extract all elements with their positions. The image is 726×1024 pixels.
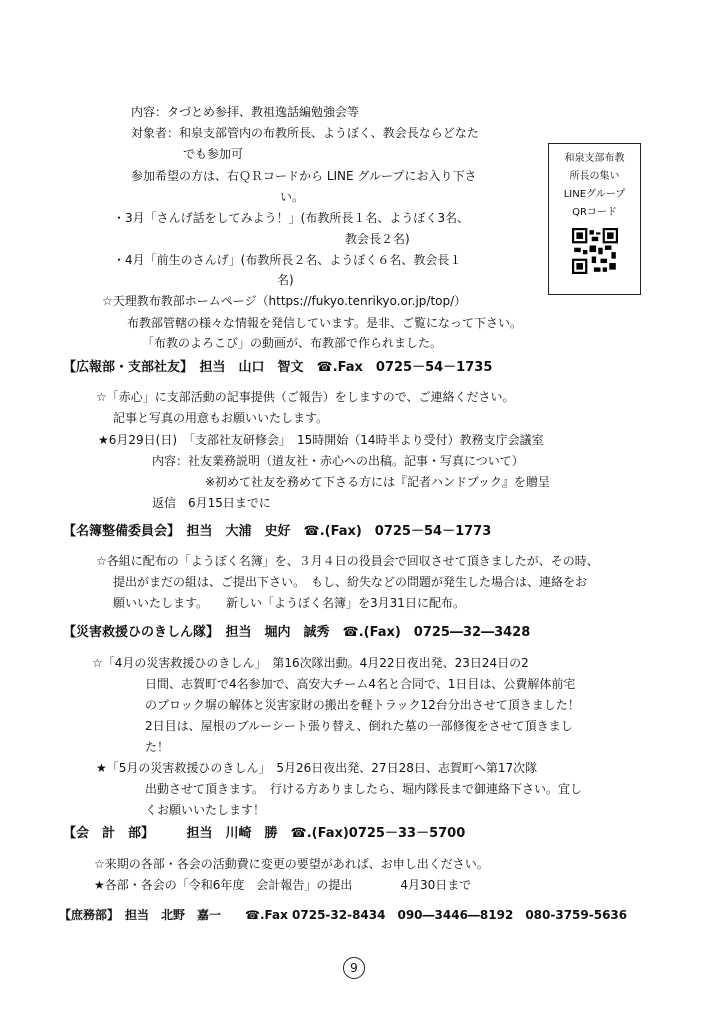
content-line: 内容：タづとめ参拝、教祖逸話編勉強会等: [131, 105, 360, 119]
saigai-line: 2日目は、屋根のブルーシート張り替え、倒れた墓の一部修復をさせて頂きまし: [145, 719, 573, 733]
qr-label-1: 和泉支部布教: [564, 153, 625, 164]
march-line: ・3月「さんげ話をしてみよう！」(布教所長１名、ようぼく3名、: [113, 211, 469, 225]
kouho-line: 記事と写真の用意もお願いいたします。: [113, 411, 329, 425]
kouho-header: 【広報部・支部社友】 担当 山口 智文 ☎.Fax 0725－54－1735: [63, 360, 493, 375]
page-number: 9: [343, 957, 365, 979]
shomu-header: 【庶務部】 担当 北野 嘉一 ☎.Fax 0725-32-8434 090―3446―8192 080-3759-5636: [59, 908, 628, 922]
saigai-line: ☆「4月の災害救援ひのきしん」 第16次隊出動。4月22日夜出発、23日24日の2: [92, 656, 529, 670]
target-line: 対象者：和泉支部管内の布教所長、ようぼく、教会長ならどなた: [131, 126, 479, 140]
qr-label-2: 所長の集い: [569, 171, 620, 182]
april-line: ・4月「前生のさんげ」(布教所長２名、ようぼく６名、教会長１: [113, 253, 462, 267]
join-line: 参加希望の方は、右ＱＲコードから LINE グループにお入り下さ: [131, 169, 477, 183]
qr-label-4: QRコード: [572, 207, 617, 218]
saigai-line: た！: [145, 740, 170, 754]
target-line-cont: でも参加可: [183, 147, 244, 161]
qr-code-icon[interactable]: [572, 228, 618, 274]
saigai-line: のブロック塀の解体と災害家財の搬出を軽トラック12台分出させて頂きました！: [145, 698, 580, 712]
kaikei-line: ★各部・各会の「令和6年度 会計報告」の提出 4月30日まで: [94, 878, 472, 892]
join-line-cont: い。: [280, 190, 305, 204]
meibo-header: 【名簿整備委員会】 担当 大浦 史好 ☎.(Fax) 0725－54－1773: [63, 524, 492, 539]
kouho-reply-line: 返信 6月15日までに: [152, 496, 271, 510]
april-line-cont: 名): [277, 273, 294, 287]
meibo-line: 願いいたします。 新しい「ようぼく名簿」を3月31日に配布。: [113, 596, 465, 610]
kaikei-header: 【会 計 部】 担当 川崎 勝 ☎.(Fax)0725－33－5700: [63, 826, 466, 841]
qr-code-box: [548, 143, 641, 295]
saigai-line: ★「5月の災害救援ひのきしん」 5月26日夜出発、27日28日、志賀町へ第17次隊: [96, 761, 538, 775]
video-line: 「布教のよろこび」の動画が、布教部で作られました。: [142, 336, 443, 350]
saigai-line: 日間、志賀町で4名参加で、高安大チーム4名と合同で、1日目は、公費解体前宅: [145, 677, 576, 691]
homepage-desc: 布教部管轄の様々な情報を発信しています。是非、ご覧になって下さい。: [127, 316, 523, 330]
qr-label-3: LINEグループ: [563, 189, 626, 200]
kouho-line: ※初めて社友を務めて下さる方には『記者ハンドブック』を贈呈: [205, 475, 550, 489]
meibo-line: 提出がまだの組は、ご提出下さい。 もし、紛失などの問題が発生した場合は、連絡をお: [113, 575, 588, 589]
saigai-line: くお願いいたします！: [145, 803, 266, 817]
saigai-line: 出動させて頂きます。 行ける方ありましたら、堀内隊長まで御連絡下さい。宜し: [145, 782, 583, 796]
homepage-line: ☆天理教布教部ホームページ（https://fukyo.tenrikyo.or.jp/top/）: [102, 294, 467, 308]
kouho-line: 内容：社友業務説明（道友社・赤心への出稿。記事・写真について）: [152, 454, 524, 468]
saigai-header: 【災害救援ひのきしん隊】 担当 堀内 誠秀 ☎.(Fax) 0725―32―3428: [63, 625, 531, 640]
kaikei-line: ☆来期の各部・各会の活動費に変更の要望があれば、お申し出ください。: [94, 857, 489, 871]
march-line-cont: 教会長２名): [345, 232, 410, 246]
kouho-line: ☆「赤心」に支部活動の記事提供（ご報告）をしますので、ご連絡ください。: [96, 390, 515, 404]
kouho-event-line: ★6月29日(日) 「支部社友研修会」 15時開始（14時半より受付）教務支庁会議室: [98, 433, 544, 447]
meibo-line: ☆各組に配布の「ようぼく名簿」を、３月４日の役員会で回収させて頂きましたが、その時、: [96, 554, 599, 568]
